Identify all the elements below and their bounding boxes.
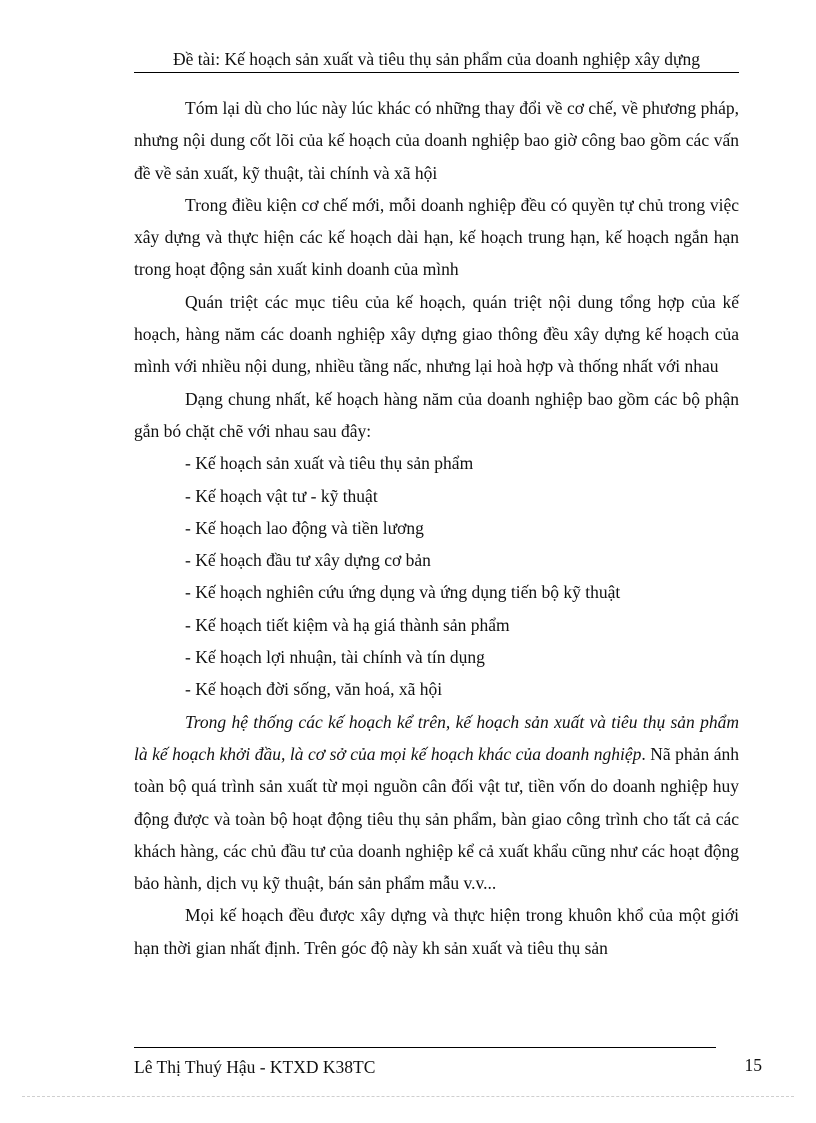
footer-author: Lê Thị Thuý Hậu - KTXD K38TC bbox=[134, 1057, 376, 1077]
paragraph-2: Trong điều kiện cơ chế mới, mỗi doanh nghiệp đều có quyền tự chủ trong việc xây dựng và thực hiện các kế hoạch dài hạn, kế hoạch trung hạn, kế hoạch ngắn hạn trong hoạt động sản xuất kinh doanh của mình bbox=[134, 194, 739, 280]
list-item: - Kế hoạch tiết kiệm và hạ giá thành sản phẩm bbox=[185, 614, 510, 635]
list-item: - Kế hoạch lợi nhuận, tài chính và tín dụng bbox=[185, 647, 485, 668]
paragraph-6: Mọi kế hoạch đều được xây dựng và thực hiện trong khuôn khổ của một giới hạn thời gian nhất định. Trên góc độ này kh sản xuất và tiêu thụ sản bbox=[134, 905, 739, 958]
paragraph-1: Tóm lại dù cho lúc này lúc khác có những thay đổi về cơ chế, về phương pháp, nhưng nội dung cốt lõi của kế hoạch của doanh nghiệp bao giờ công bao gồm các vấn đề về sản xuất, kỹ thuật, tài chính và xã hội bbox=[134, 98, 739, 183]
page-number: 15 bbox=[744, 1055, 762, 1075]
list-item: - Kế hoạch nghiên cứu ứng dụng và ứng dụng tiến bộ kỹ thuật bbox=[185, 582, 621, 603]
body-text bbox=[134, 92, 739, 964]
paragraph-4: Dạng chung nhất, kế hoạch hàng năm của doanh nghiệp bao gồm các bộ phận gắn bó chặt chẽ với nhau sau đây: bbox=[134, 388, 739, 441]
plan-list bbox=[134, 447, 739, 705]
list-item: - Kế hoạch lao động và tiền lương bbox=[185, 517, 424, 538]
list-item: - Kế hoạch vật tư - kỹ thuật bbox=[185, 485, 378, 506]
page-header-title: Đề tài: Kế hoạch sản xuất và tiêu thụ sản phẩm của doanh nghiệp xây dựng bbox=[134, 49, 739, 73]
footer-divider bbox=[134, 1047, 716, 1048]
paragraph-3: Quán triệt các mục tiêu của kế hoạch, quán triệt nội dung tổng hợp của kế hoạch, hàng năm các doanh nghiệp xây dựng giao thông đều xây dựng kế hoạch của mình với nhiều nội dung, nhiều tầng nấc, nhưng lại hoà hợp và thống nhất với nhau bbox=[134, 291, 739, 377]
list-item: - Kế hoạch đời sống, văn hoá, xã hội bbox=[185, 679, 443, 700]
paragraph-5-italic: Trong hệ thống các kế hoạch kể trên, kế hoạch sản xuất và tiêu thụ sản phẩm là kế hoạch khởi đầu, là cơ sở của mọi kế hoạch khác của doanh nghiệp bbox=[134, 711, 739, 764]
list-item: - Kế hoạch sản xuất và tiêu thụ sản phẩm bbox=[185, 453, 474, 474]
list-item: - Kế hoạch đầu tư xây dựng cơ bản bbox=[185, 550, 431, 571]
paragraph-5 bbox=[134, 706, 739, 900]
paragraph-5-rest: . Nã phản ánh toàn bộ quá trình sản xuất từ mọi nguồn cân đối vật tư, tiền vốn do doanh nghiệp huy động được và toàn bộ hoạt động tiêu thụ sản phẩm, bàn giao công trình cho tất cả các khách hàng, các chủ đầu tư của doanh nghiệp kể cả xuất khẩu cũng như các hoạt động bảo hành, dịch vụ kỹ thuật, bán sản phẩm mẫu v.v... bbox=[134, 743, 739, 894]
page-edge-divider bbox=[22, 1096, 794, 1097]
